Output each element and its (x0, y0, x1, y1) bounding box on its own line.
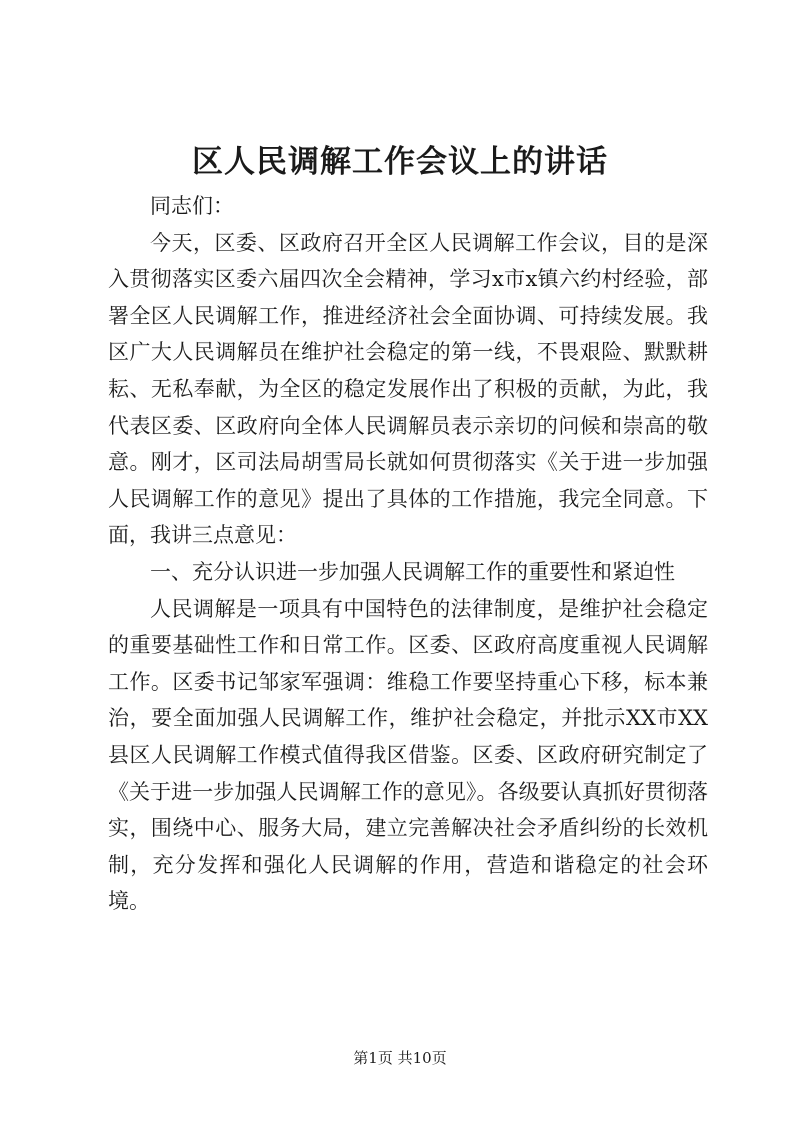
paragraph-intro: 今天，区委、区政府召开全区人民调解工作会议，目的是深入贯彻落实区委六届四次全会精神，学习x市x镇六约村经验，部署全区人民调解工作，推进经济社会全面协调、可持续发展。我区广大人民调解员在维护社会稳定的第一线，不畏艰险、默默耕耘、无私奉献，为全区的稳定发展作出了积极的贡献，为此，我代表区委、区政府向全体人民调解员表示亲切的问候和崇高的敬意。刚才，区司法局胡雪局长就如何贯彻落实《关于进一步加强人民调解工作的意见》提出了具体的工作措施，我完全同意。下面，我讲三点意见： (108, 230, 708, 548)
page-number-footer: 第1页 共10页 (353, 1049, 447, 1067)
paragraph-section-1: 人民调解是一项具有中国特色的法律制度，是维护社会稳定的重要基础性工作和日常工作。区委、区政府高度重视人民调解工作。区委书记邹家军强调：维稳工作要坚持重心下移，标本兼治，要全面加强人民调解工作，维护社会稳定，并批示XX市XX县区人民调解工作模式值得我区借鉴。区委、区政府研究制定了《关于进一步加强人民调解工作的意见》。各级要认真抓好贯彻落实，围绕中心、服务大局，建立完善解决社会矛盾纠纷的长效机制，充分发挥和强化人民调解的作用，营造和谐稳定的社会环境。 (108, 596, 708, 914)
document-title: 区人民调解工作会议上的讲话 (192, 144, 608, 180)
section-heading: 一、充分认识进一步加强人民调解工作的重要性和紧迫性 (150, 559, 675, 584)
document-body (108, 188, 708, 920)
salutation: 同志们： (150, 194, 234, 218)
